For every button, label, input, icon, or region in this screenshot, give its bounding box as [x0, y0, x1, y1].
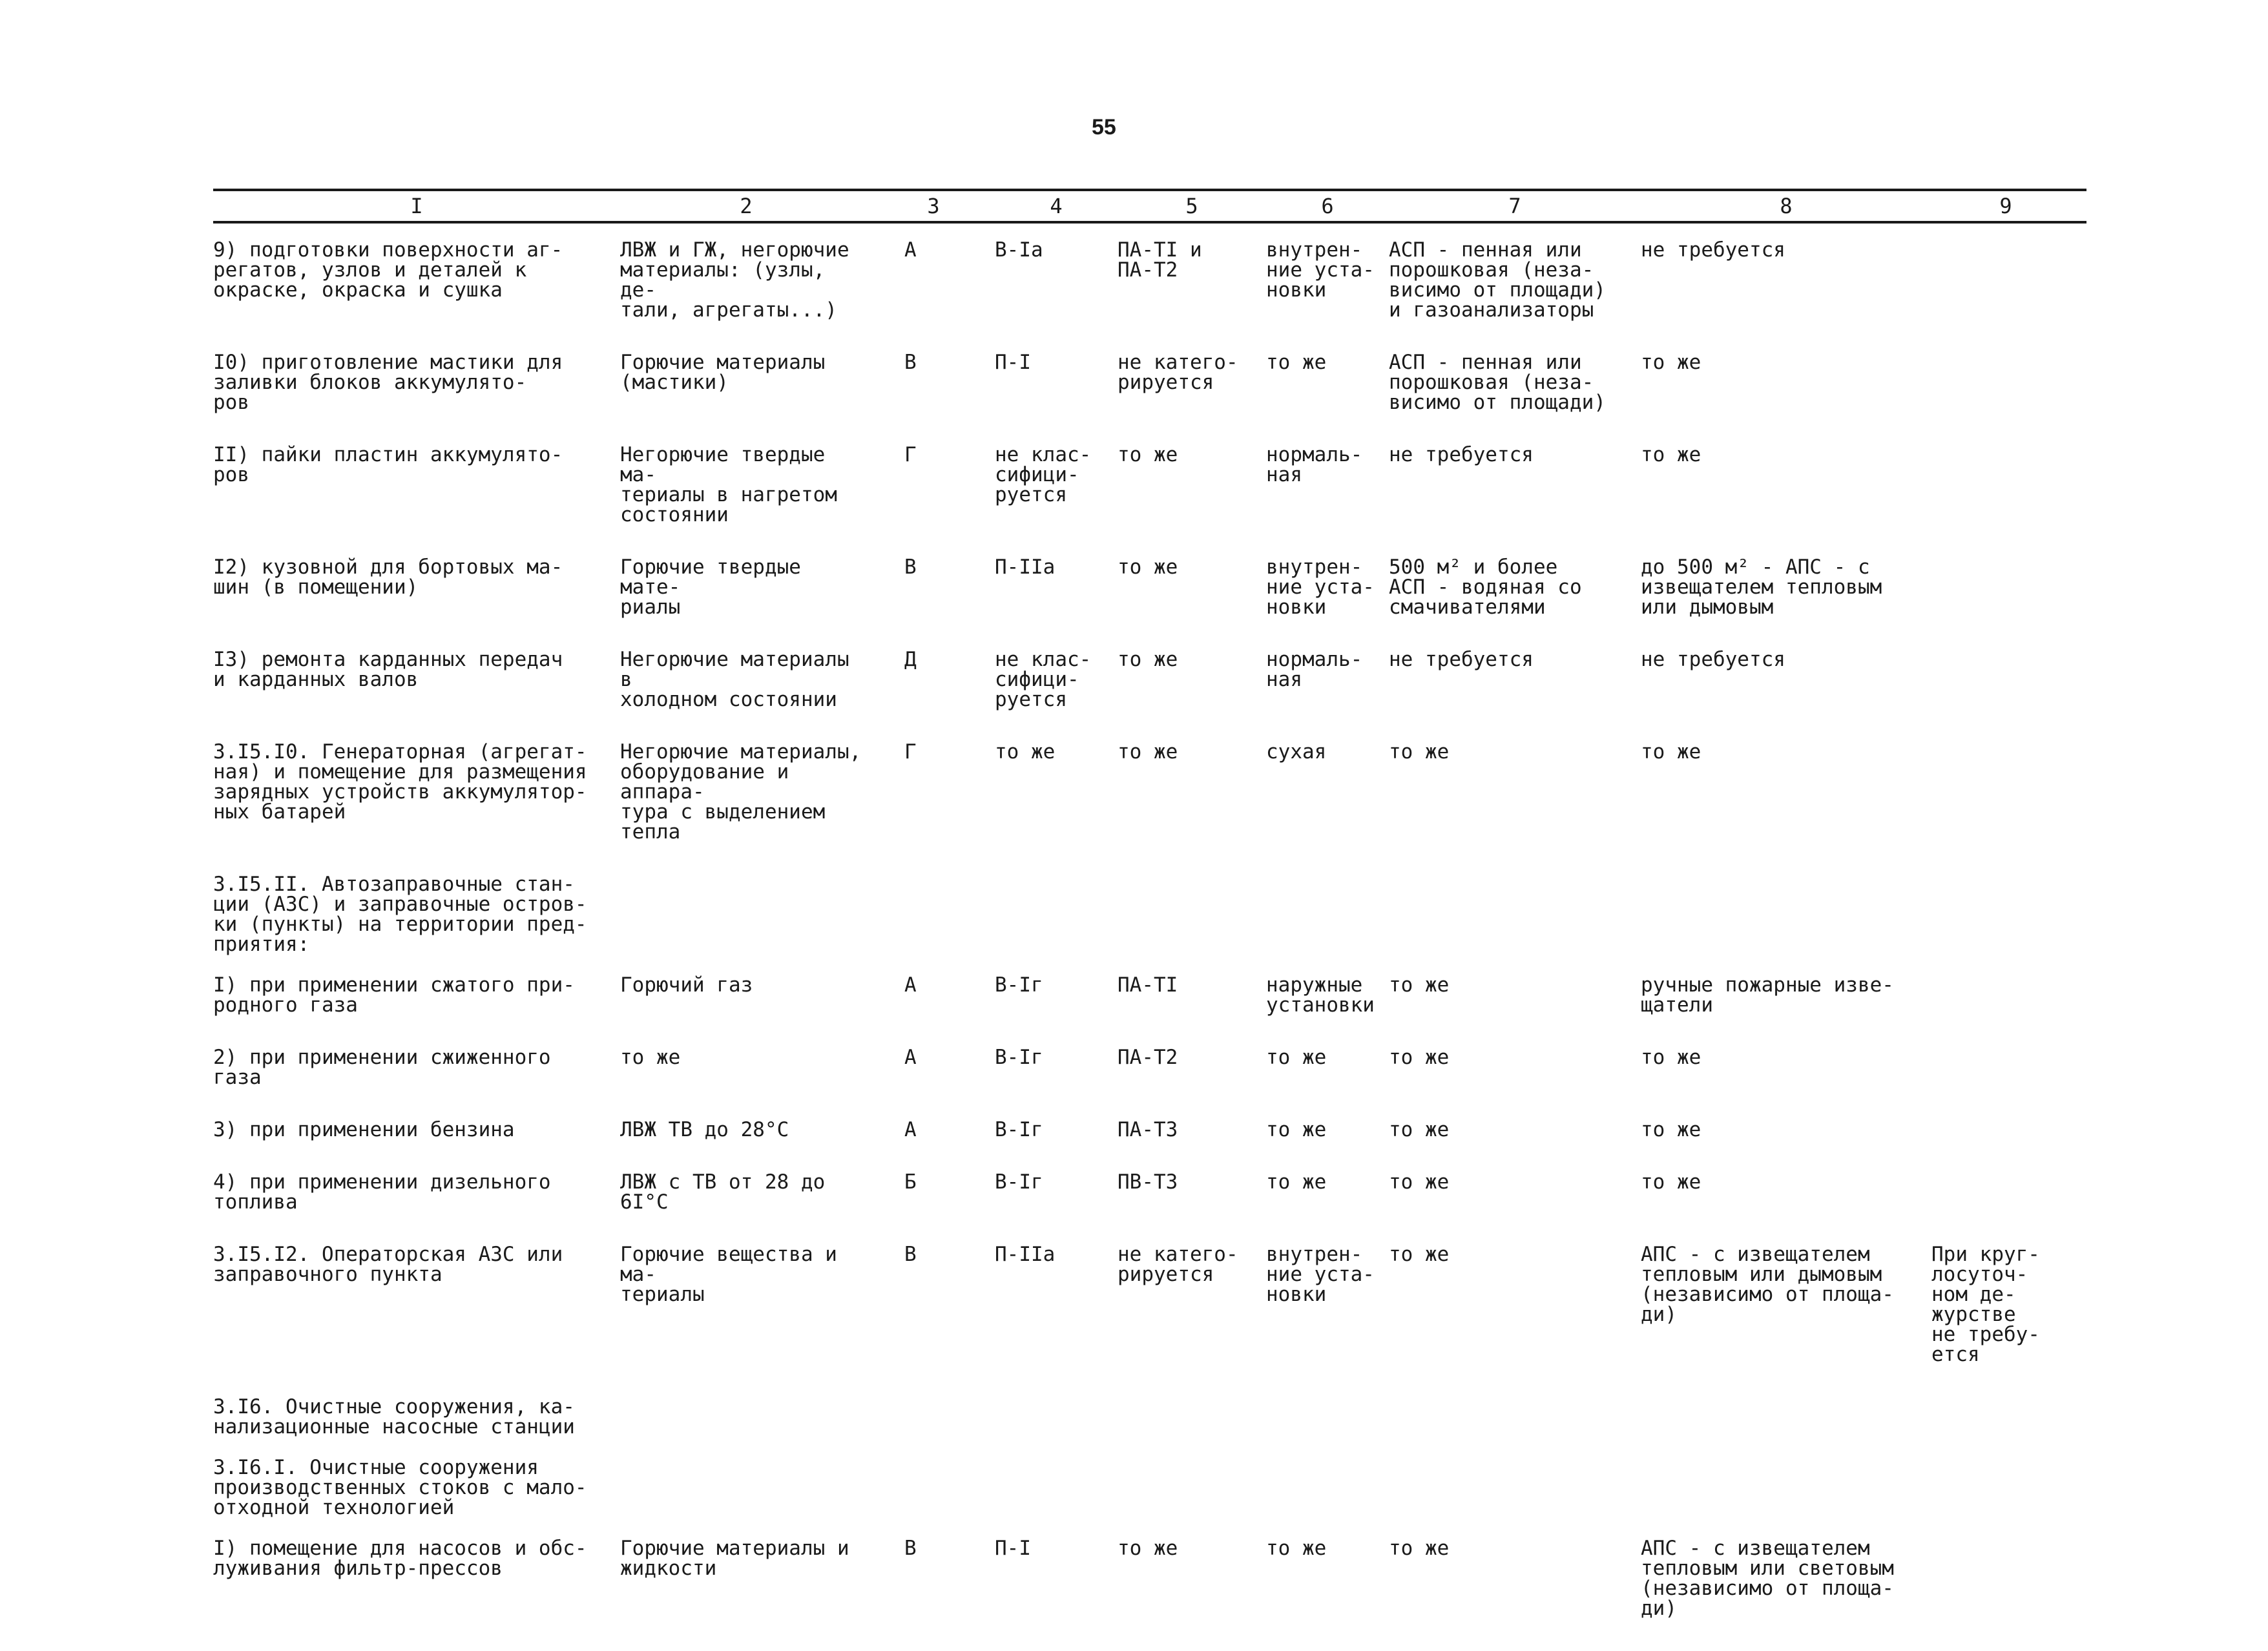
- table-cell-c6: внутрен- ние уста- новки: [1266, 238, 1375, 302]
- table-cell-c8: АПС - с извещателем тепловым или дымовым (независимо от площа- ди): [1641, 1243, 1894, 1326]
- table-row: [213, 1539, 2086, 1619]
- table-cell-c9: [1931, 445, 2080, 525]
- table-cell-c6: то же: [1266, 1046, 1327, 1069]
- section-heading: 3.I6. Очистные сооружения, ка- нализационные насосные станции: [213, 1395, 575, 1438]
- column-header: 3: [927, 194, 940, 218]
- table-cell-c1: I) при применении сжатого при- родного газа: [213, 973, 575, 1017]
- table-cell-c1: 3) при применении бензина: [213, 1118, 515, 1141]
- table-cell-c2: Горючие материалы и жидкости: [620, 1537, 849, 1580]
- table-header-rule: [213, 221, 2086, 223]
- table-cell-c1: 4) при применении дизельного топлива: [213, 1170, 551, 1214]
- table-cell-c9: [1931, 1539, 2080, 1619]
- table-cell-c6: то же: [1266, 1170, 1327, 1194]
- table-cell-c7: то же: [1389, 1537, 1450, 1560]
- table-cell-c1: 3.I5.I0. Генераторная (агрегат- ная) и помещение для размещения зарядных устройств аккумулятор- ных батарей: [213, 740, 587, 824]
- table-cell-c8: до 500 м² - АПС - с извещателем тепловым или дымовым: [1641, 556, 1882, 619]
- table-cell-c5: ПВ-T3: [1118, 1170, 1178, 1194]
- table-cell-c3: Г: [904, 443, 917, 466]
- table-cell-c2: Горючие материалы (мастики): [620, 351, 826, 394]
- table-cell-c4: В-Iа: [995, 238, 1043, 262]
- table-row: [213, 557, 2086, 618]
- column-header: 6: [1321, 194, 1334, 218]
- table-cell-c8: то же: [1641, 351, 1701, 374]
- table-cell-c6: то же: [1266, 1537, 1327, 1560]
- table-cell-c7: то же: [1389, 1046, 1450, 1069]
- table-cell-c5: то же: [1118, 443, 1178, 466]
- table-cell-c7: то же: [1389, 973, 1450, 997]
- table-cell-c7: АСП - пенная или порошковая (неза- висимо от площади): [1389, 351, 1606, 414]
- table-cell-c7: не требуется: [1389, 648, 1534, 671]
- table-cell-c1: I) помещение для насосов и обс- луживания фильтр-прессов: [213, 1537, 587, 1580]
- table-cell-c4: не клас- сифици- руется: [995, 648, 1092, 711]
- table-row: [213, 445, 2086, 525]
- table-row: [213, 1048, 2086, 1088]
- table-cell-c2: Негорючие материалы, оборудование и аппара- тура с выделением тепла: [620, 740, 862, 844]
- table-cell-c2: Горючие твердые мате- риалы: [620, 556, 801, 619]
- table-cell-c9: [1931, 650, 2080, 710]
- table-cell-c5: ПА-TI и ПА-T2: [1118, 238, 1202, 282]
- table-row: [213, 975, 2086, 1015]
- table-cell-c6: сухая: [1266, 740, 1327, 763]
- table-cell-c5: ПА-T3: [1118, 1118, 1178, 1141]
- column-header: 8: [1780, 194, 1793, 218]
- column-header: 7: [1508, 194, 1521, 218]
- table-cell-c4: П-I: [995, 1537, 1031, 1560]
- table-cell-c7: не требуется: [1389, 443, 1534, 466]
- table-cell-c3: А: [904, 238, 917, 262]
- table-cell-c3: В: [904, 351, 917, 374]
- table-cell-c9: [1931, 1172, 2080, 1212]
- table-cell-c6: нормаль- ная: [1266, 443, 1363, 486]
- table-cell-c9: При круг- лосуточ- ном де- журстве не требу- ется: [1931, 1243, 2040, 1366]
- section-heading: 3.I6.I. Очистные сооружения производственных стоков с мало- отходной технологией: [213, 1456, 587, 1519]
- table-cell-c3: В: [904, 1537, 917, 1560]
- table-cell-c5: то же: [1118, 556, 1178, 579]
- table-cell-c6: нормаль- ная: [1266, 648, 1363, 691]
- table-row: [213, 650, 2086, 710]
- table-row: [213, 1172, 2086, 1212]
- table-cell-c8: то же: [1641, 1170, 1701, 1194]
- table-cell-c2: ЛВЖ и ГЖ, негорючие материалы: (узлы, де- тали, агрегаты...): [620, 238, 849, 322]
- table-row: [213, 1120, 2086, 1140]
- table-cell-c1: II) пайки пластин аккумулято- ров: [213, 443, 563, 486]
- table-row: [213, 1245, 2086, 1365]
- column-header: 9: [1999, 194, 2012, 218]
- table-cell-c6: внутрен- ние уста- новки: [1266, 1243, 1375, 1306]
- table-header-row: [213, 191, 2086, 221]
- table-cell-c3: Д: [904, 648, 917, 671]
- table-cell-c2: ЛВЖ с ТВ от 28 до 6I°С: [620, 1170, 826, 1214]
- table-cell-c8: ручные пожарные изве- щатели: [1641, 973, 1894, 1017]
- table-cell-c9: [1931, 1120, 2080, 1140]
- table-cell-c9: [1931, 557, 2080, 618]
- table-cell-c1: 9) подготовки поверхности аг- регатов, узлов и деталей к окраске, окраска и сушка: [213, 238, 563, 302]
- column-header: 4: [1050, 194, 1063, 218]
- table-cell-c7: то же: [1389, 1118, 1450, 1141]
- table-cell-c8: не требуется: [1641, 238, 1785, 262]
- table-cell-c7: АСП - пенная или порошковая (неза- висимо от площади) и газоанализаторы: [1389, 238, 1606, 322]
- table-cell-c5: не катего- рируется: [1118, 351, 1238, 394]
- table-cell-c2: Горючие вещества и ма- териалы: [620, 1243, 837, 1306]
- table-cell-c8: не требуется: [1641, 648, 1785, 671]
- table-cell-c6: то же: [1266, 351, 1327, 374]
- table-cell-c4: П-I: [995, 351, 1031, 374]
- table-cell-c6: внутрен- ние уста- новки: [1266, 556, 1375, 619]
- table-cell-c8: то же: [1641, 1118, 1701, 1141]
- table-cell-c7: то же: [1389, 740, 1450, 763]
- table-cell-c7: 500 м² и более АСП - водяная со смачивателями: [1389, 556, 1582, 619]
- table-cell-c8: то же: [1641, 740, 1701, 763]
- table-cell-c1: I3) ремонта карданных передач и карданных валов: [213, 648, 563, 691]
- table-cell-c8: то же: [1641, 1046, 1701, 1069]
- table-cell-c9: [1931, 975, 2080, 1015]
- table-cell-c9: [1931, 353, 2080, 413]
- table-row: [213, 240, 2086, 320]
- table-cell-c1: I2) кузовной для бортовых ма- шин (в помещении): [213, 556, 563, 599]
- table-row: [213, 353, 2086, 413]
- table-cell-c2: Негорючие твердые ма- териалы в нагретом состоянии: [620, 443, 837, 526]
- table-cell-c3: В: [904, 556, 917, 579]
- table-cell-c4: П-IIа: [995, 1243, 1056, 1266]
- table-cell-c9: [1931, 1048, 2080, 1088]
- page-number: 55: [1092, 115, 1116, 140]
- table-row: [213, 742, 2086, 842]
- table-cell-c2: то же: [620, 1046, 681, 1069]
- table-cell-c3: А: [904, 973, 917, 997]
- table-cell-c4: В-Iг: [995, 1118, 1043, 1141]
- table-cell-c9: [1931, 240, 2080, 320]
- section-heading: 3.I5.II. Автозаправочные стан- ции (АЗС) и заправочные остров- ки (пункты) на территории пред- приятия:: [213, 873, 587, 956]
- table-cell-c8: то же: [1641, 443, 1701, 466]
- table-cell-c3: Б: [904, 1170, 917, 1194]
- column-header: I: [410, 194, 423, 218]
- table-cell-c2: ЛВЖ ТВ до 28°С: [620, 1118, 789, 1141]
- table-cell-c3: В: [904, 1243, 917, 1266]
- table-cell-c1: 3.I5.I2. Операторская АЗС или заправочного пункта: [213, 1243, 563, 1286]
- table-cell-c4: В-Iг: [995, 973, 1043, 997]
- table-cell-c4: П-IIа: [995, 556, 1056, 579]
- table-cell-c5: то же: [1118, 1537, 1178, 1560]
- table-cell-c6: то же: [1266, 1118, 1327, 1141]
- table-cell-c7: то же: [1389, 1243, 1450, 1266]
- table-cell-c7: то же: [1389, 1170, 1450, 1194]
- table-cell-c2: Негорючие материалы в холодном состоянии: [620, 648, 849, 711]
- table-cell-c5: ПА-T2: [1118, 1046, 1178, 1069]
- table-cell-c4: В-Iг: [995, 1170, 1043, 1194]
- table-cell-c6: наружные установки: [1266, 973, 1375, 1017]
- table-cell-c3: Г: [904, 740, 917, 763]
- table-cell-c4: В-Iг: [995, 1046, 1043, 1069]
- table-cell-c2: Горючий газ: [620, 973, 753, 997]
- column-header: 2: [740, 194, 753, 218]
- table-cell-c9: [1931, 742, 2080, 842]
- table-cell-c5: не катего- рируется: [1118, 1243, 1238, 1286]
- table-cell-c5: ПА-TI: [1118, 973, 1178, 997]
- table-cell-c4: не клас- сифици- руется: [995, 443, 1092, 506]
- table-cell-c8: АПС - с извещателем тепловым или световым (независимо от площа- ди): [1641, 1537, 1894, 1620]
- table-cell-c1: I0) приготовление мастики для заливки блоков аккумулято- ров: [213, 351, 563, 414]
- table-cell-c3: А: [904, 1118, 917, 1141]
- table-cell-c5: то же: [1118, 648, 1178, 671]
- table-cell-c1: 2) при применении сжиженного газа: [213, 1046, 551, 1089]
- column-header: 5: [1185, 194, 1198, 218]
- table-cell-c5: то же: [1118, 740, 1178, 763]
- table-cell-c3: А: [904, 1046, 917, 1069]
- fire-safety-table: [213, 189, 2086, 1651]
- table-body: [213, 240, 2086, 1619]
- table-cell-c4: то же: [995, 740, 1056, 763]
